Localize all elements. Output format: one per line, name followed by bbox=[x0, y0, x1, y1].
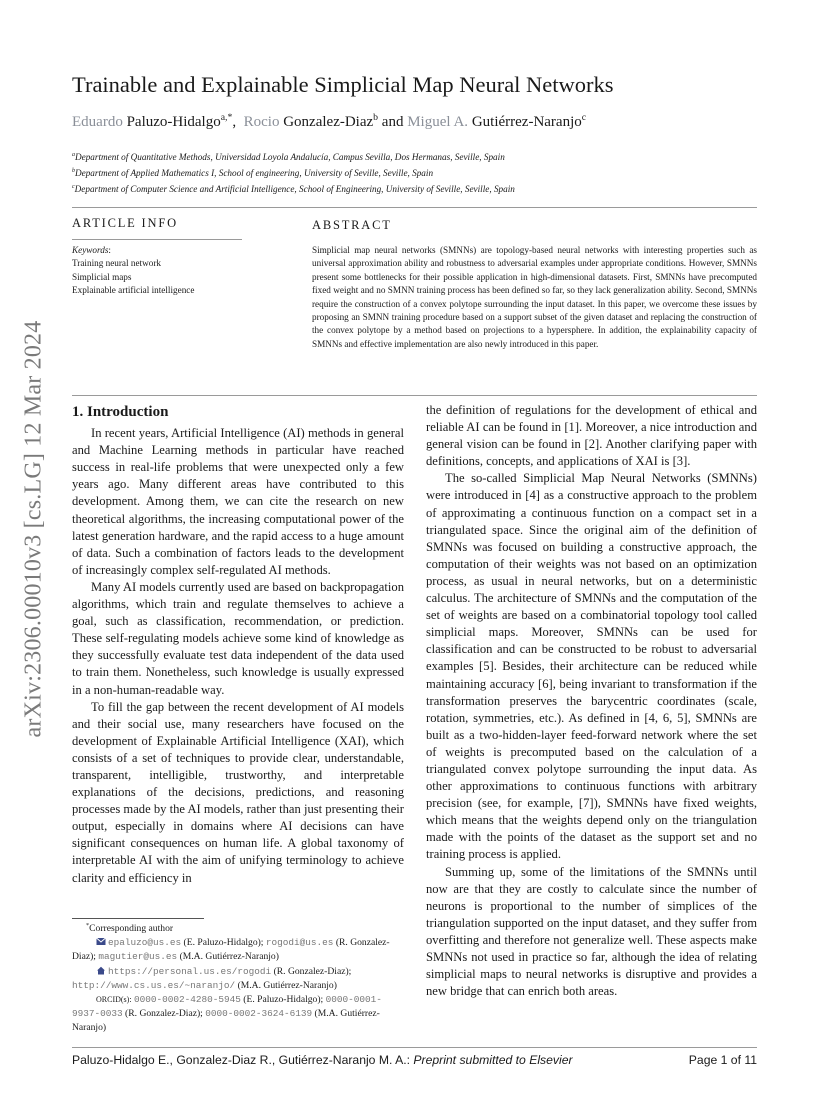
header-divider bbox=[72, 207, 757, 208]
orcid-note: ORCID(s): 0000-0002-4280-5945 (E. Paluzo-Hidalgo); 0000-0001-9937-0033 (R. Gonzalez-Diaz); 0000-0002-3624-6139 (M.A. Gutiérrez-Naranjo) bbox=[72, 994, 382, 1034]
affiliation-b: $^b$Department of Applied Mathematics I, School of engineering, University of Seville, Seville, Spain bbox=[72, 167, 434, 178]
paragraph: The so-called Simplicial Map Neural Networks (SMNNs) were introduced in [4] as a constructive approach to the problem of approximating a continuous function on a compact set in a triangulated space. Since the original aim of the definition of SMNNs was focused on building a constructive approach, the computation of their weights was not based on an optimization process, as usual in neural networks, but on a deterministic calculus. The architecture of SMNNs and the computation of the set of weights are based on a combinatorial topology tool called simplicial maps. Moreover, SMNNs can be used for classification and can be constructed to be robust to adversarial examples [5]. Besides, their architecture can be reduced while maintaining accuracy [6], being invariant to transformation if the transformation preserves the barycentric coordinates (scale, rotation, symmetries, etc.). As defined in [4, 6, 5], SMNNs are built as a two-hidden-layer feed-forward network where the set of weights is precomputed based on the calculation of a triangulated convex polytope surrounding the input data. As other approximations to continuous functions with arbitrary precision (see, for example, [7]), SMNNs have fixed weights, which means that the weights depend only on the triangulation made with the points of the dataset as the support set and no training process is applied. bbox=[426, 471, 757, 862]
section-heading: 1. Introduction bbox=[72, 404, 169, 420]
keywords-label: Keywords bbox=[72, 245, 109, 255]
author-3[interactable]: Miguel A. Gutiérrez-Naranjo$^c$ bbox=[407, 112, 587, 130]
affiliation-a: $^a$Department of Quantitative Methods, Universidad Loyola Andalucía, Campus Sevilla, Dos Hermanas, Seville, Spain bbox=[72, 151, 505, 162]
homepage-link[interactable]: https://personal.us.es/rogodi bbox=[108, 965, 272, 977]
abstract-text: Simplicial map neural networks (SMNNs) are topology-based neural networks with interesting properties such as universal approximation ability and robustness to adversarial examples under appropriate conditions. However, SMNNs present some bottlenecks for their possible application in high-dimensional datasets. First, SMNNs have precomputed fixed weight and no SMNN training process has been defined so far, so they lack generalization ability. Second, SMNNs require the construction of a convex polytope surrounding the input dataset. In this paper, we overcome these issues by proposing an SMNN training procedure based on a support subset of the given dataset and replacing the construction of the convex polytope by a method based on projections to a hypersphere. In addition, the explainability capacity of SMNNs and effective implementation are also newly introduced in this paper. bbox=[312, 245, 757, 349]
arxiv-stamp bbox=[16, 294, 52, 764]
abstract-divider bbox=[72, 395, 757, 396]
author-2[interactable]: Rocio Gonzalez-Diaz$^b$ bbox=[243, 112, 379, 130]
orcid-link[interactable]: 0000-0001-9937-0033 bbox=[72, 994, 382, 1020]
email-link[interactable]: rogodi@us.es bbox=[265, 937, 334, 949]
running-footer: Paluzo-Hidalgo E., Gonzalez-Diaz R., Gutiérrez-Naranjo M. A.: Preprint submitted to Elsevier bbox=[72, 1053, 573, 1067]
footnote-divider bbox=[72, 918, 204, 919]
keywords-block: Keywords: Training neural network Simplicial maps Explainable artificial intelligence bbox=[72, 244, 252, 298]
email-note: epaluzo@us.es (E. Paluzo-Hidalgo); rogodi@us.es (R. Gonzalez-Diaz); magutier@us.es (M.A. Gutiérrez-Naranjo) bbox=[72, 937, 390, 963]
author-list: Eduardo Paluzo-Hidalgo$^{a,*}$, Rocio Gonzalez-Diaz$^b$ and Miguel A. Gutiérrez-Naranjo$^c$ bbox=[72, 112, 587, 130]
footnotes bbox=[72, 922, 404, 1036]
affiliation-c: $^c$Department of Computer Science and Artificial Intelligence, School of Engineering, University of Seville, Seville, Spain bbox=[72, 183, 515, 194]
keyword: Explainable artificial intelligence bbox=[72, 285, 195, 296]
paragraph: the definition of regulations for the development of ethical and reliable AI can be found in [1]. Moreover, a nice introduction and general vision can be found in [2]. Another clarifying paper with definitions, concepts, and applications of XAI is [3]. bbox=[426, 403, 757, 469]
article-info-heading: ARTICLE INFO bbox=[72, 216, 178, 230]
paper-title: Trainable and Explainable Simplicial Map Neural Networks bbox=[72, 72, 614, 97]
article-info-divider bbox=[72, 239, 242, 240]
paragraph: In recent years, Artificial Intelligence (AI) methods in general and Machine Learning methods in particular have reached success in real-life problems that were unexpected only a few years ago. Many different areas have contributed to this development. Among them, we can cite the research on new theoretical algorithms, the increasing computational power of the latest generation hardware, and the rapid access to a huge amount of data. Such a combination of factors leads to the development of increasingly complex self-regulated AI methods. bbox=[72, 426, 404, 577]
arxiv-stamp-text: arXiv:2306.00010v3 [cs.LG] 12 Mar 2024 bbox=[20, 320, 47, 738]
home-icon bbox=[96, 966, 106, 975]
url-note: https://personal.us.es/rogodi (R. Gonzalez-Diaz); http://www.cs.us.es/~naranjo/ (M.A. Gutiérrez-Naranjo) bbox=[72, 965, 352, 991]
author-1[interactable]: Eduardo Paluzo-Hidalgo$^{a,*}$ bbox=[72, 112, 233, 130]
page-number: Page 1 of 11 bbox=[688, 1053, 757, 1067]
paragraph: To fill the gap between the recent development of AI models and their social use, many researchers have focused on the development of Explainable Artificial Intelligence (XAI), which consists of a set of techniques to provide clear, understandable, transparent, intelligible, trustworthy, and interpretable explanations of the decisions, predictions, and reasoning processes made by the AI models, rather than just presenting their output, especially in domains where AI decisions can have significant consequences on human life. A global taxonomy of interpretable AI with the aim of unifying terminology to achieve clarity and efficiency in bbox=[72, 699, 404, 885]
email-link[interactable]: magutier@us.es bbox=[98, 951, 178, 963]
paragraph: Many AI models currently used are based on backpropagation algorithms, which train and regulate themselves to achieve a goal, such as classification, recommendation, or prediction. These self-regulating models achieve some kind of knowledge as they successfully evaluate test data independent of the data used to train them. Nonetheless, such knowledge is usually expressed in a non-human-readable way. bbox=[72, 579, 404, 697]
footer-divider bbox=[72, 1047, 757, 1048]
body-column-right bbox=[426, 402, 757, 1000]
keyword: Training neural network bbox=[72, 258, 161, 269]
email-link[interactable]: epaluzo@us.es bbox=[108, 937, 182, 949]
abstract-heading: ABSTRACT bbox=[312, 218, 392, 232]
corresponding-note: *Corresponding author bbox=[86, 921, 174, 934]
paragraph: Summing up, some of the limitations of the SMNNs until now are that they are costly to calculate since the number of neurons is proportional to the number of simplices of the triangulation supported on the input dataset, and they suffer from overfitting and therefore not generalize well. These aspects make SMNNs not used in practice so far, although the idea of relating simplicial maps to neural networks is disruptive and provides a new bridge that can enrich both areas. bbox=[426, 864, 757, 999]
keyword: Simplicial maps bbox=[72, 271, 132, 282]
homepage-link[interactable]: http://www.cs.us.es/~naranjo/ bbox=[72, 979, 236, 991]
orcid-link[interactable]: 0000-0002-4280-5945 bbox=[133, 994, 241, 1006]
affiliations bbox=[72, 149, 772, 197]
body-column-left bbox=[72, 404, 404, 887]
email-icon bbox=[96, 937, 106, 946]
orcid-link[interactable]: 0000-0002-3624-6139 bbox=[205, 1008, 313, 1020]
